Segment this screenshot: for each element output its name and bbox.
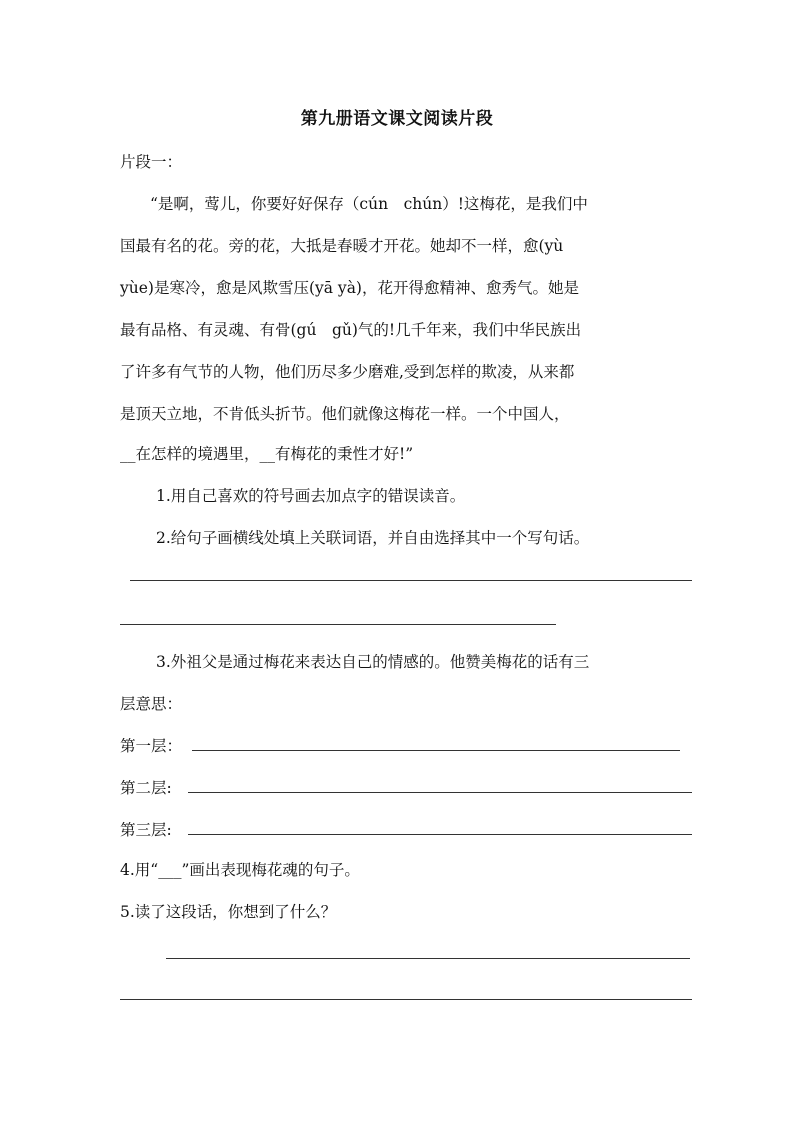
question-2: 2.给句子画横线处填上关联词语，并自由选择其中一个写句话。 [156,529,590,547]
layer-3-answer-line[interactable] [188,834,692,835]
passage-line-6: 是顶天立地，不肯低头折节。他们就像这梅花一样。一个中国人， [120,405,570,423]
answer-line-q5-2[interactable] [120,999,692,1000]
layer-3-label: 第三层: [120,821,172,839]
section-label: 片段一： [120,153,183,171]
layer-2-label: 第二层: [120,779,172,797]
layer-1-label: 第一层： [120,737,183,755]
question-3-line-2: 层意思： [120,695,183,713]
question-3-line-1: 3.外祖父是通过梅花来表达自己的情感的。他赞美梅花的话有三 [156,653,590,671]
passage-line-1: “是啊，莺儿，你要好好保存（cún chún）!这梅花，是我们中 [150,195,588,213]
passage-line-4: 最有品格、有灵魂、有骨(gú gǔ)气的!几千年来，我们中华民族出 [120,321,582,339]
answer-line-q2-2[interactable] [120,624,556,625]
passage-line-5: 了许多有气节的人物，他们历尽多少磨难,受到怎样的欺凌，从来都 [120,363,575,381]
page-title: 第九册语文课文阅读片段 [300,109,494,129]
answer-line-q2-1[interactable] [130,580,692,581]
passage-line-3: yùe)是寒冷，愈是风欺雪压(yā yà)，花开得愈精神、愈秀气。她是 [120,279,579,297]
question-4: 4.用“___”画出表现梅花魂的句子。 [120,861,360,879]
passage-line-2: 国最有名的花。旁的花，大抵是春暖才开花。她却不一样，愈(yù [120,237,564,255]
layer-1-answer-line[interactable] [192,750,680,751]
passage-line-7: __在怎样的境遇里，__有梅花的秉性才好!” [120,445,414,463]
question-1: 1.用自己喜欢的符号画去加点字的错误读音。 [156,487,466,505]
question-5: 5.读了这段话，你想到了什么？ [120,903,337,921]
answer-line-q5-1[interactable] [166,958,690,959]
layer-2-answer-line[interactable] [188,792,692,793]
